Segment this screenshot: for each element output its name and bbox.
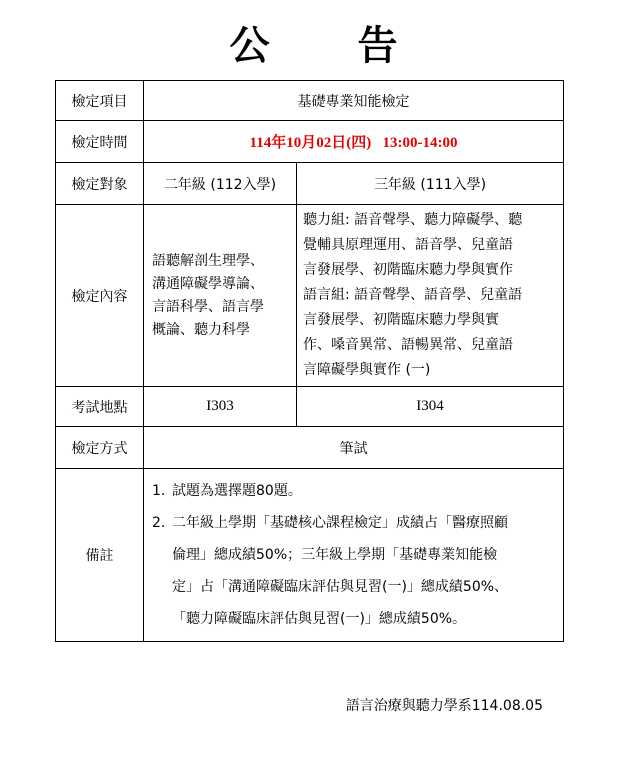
label-exam-content: 檢定內容 bbox=[56, 205, 144, 387]
label-exam-time: 檢定時間 bbox=[56, 121, 144, 163]
note-text-1: 試題為選擇題80題。 bbox=[172, 483, 302, 499]
value-content-grade3 bbox=[297, 205, 564, 387]
content-grade2-line: 語聽解剖生理學、 bbox=[152, 252, 264, 269]
row-exam-content bbox=[56, 205, 564, 387]
value-target-grade2: 二年級 (112入學) bbox=[144, 163, 297, 205]
value-location-grade3: I304 bbox=[297, 387, 564, 427]
title-char-2: 告 bbox=[357, 22, 398, 69]
content-grade2-line: 概論、聽力科學 bbox=[152, 321, 250, 338]
value-exam-method: 筆試 bbox=[144, 427, 564, 469]
page-title bbox=[0, 18, 627, 74]
note-item-2 bbox=[152, 507, 555, 539]
row-exam-target bbox=[56, 163, 564, 205]
label-exam-location: 考試地點 bbox=[56, 387, 144, 427]
note-number-1: 1. bbox=[152, 483, 166, 499]
department-signature: 語言治療與聽力學系114.08.05 bbox=[345, 698, 543, 714]
content-grade3-line: 聽力組: 語音聲學、聽力障礙學、聽 bbox=[303, 212, 523, 228]
content-grade3-line: 言發展學、初階臨床聽力學與實 bbox=[303, 312, 499, 328]
row-exam-method bbox=[56, 427, 564, 469]
note-text-2-line: 「聽力障礙臨床評估與見習(一)」總成績50%。 bbox=[172, 611, 467, 627]
note-item-1 bbox=[152, 475, 555, 507]
content-grade3-line: 言發展學、初階臨床聽力學與實作 bbox=[303, 262, 513, 278]
label-exam-method: 檢定方式 bbox=[56, 427, 144, 469]
content-grade3-line: 語言組: 語音聲學、語音學、兒童語 bbox=[303, 287, 523, 303]
title-char-1: 公 bbox=[229, 22, 270, 69]
note-text-2-line: 倫理」總成績50%；三年級上學期「基礎專業知能檢 bbox=[172, 547, 498, 563]
row-notes bbox=[56, 469, 564, 642]
value-content-grade2 bbox=[144, 205, 297, 387]
label-exam-item: 檢定項目 bbox=[56, 81, 144, 121]
row-exam-time bbox=[56, 121, 564, 163]
note-text-2-line: 二年級上學期「基礎核心課程檢定」成績占「醫療照顧 bbox=[172, 515, 508, 531]
notice-table bbox=[55, 80, 564, 642]
content-grade2-line: 言語科學、語言學 bbox=[152, 298, 264, 315]
label-notes: 備註 bbox=[56, 469, 144, 642]
note-number-2: 2. bbox=[152, 515, 166, 531]
content-grade3-line: 作、嗓音異常、語暢異常、兒童語 bbox=[303, 337, 513, 353]
row-exam-location bbox=[56, 387, 564, 427]
label-exam-target: 檢定對象 bbox=[56, 163, 144, 205]
row-exam-item bbox=[56, 81, 564, 121]
value-location-grade2: I303 bbox=[144, 387, 297, 427]
value-target-grade3: 三年級 (111入學) bbox=[297, 163, 564, 205]
content-grade3-line: 言障礙學與實作 (一) bbox=[303, 362, 431, 378]
note-text-2-line: 定」占「溝通障礙臨床評估與見習(一)」總成績50%、 bbox=[172, 579, 509, 595]
content-grade2-line: 溝通障礙學導論、 bbox=[152, 275, 264, 292]
value-notes bbox=[144, 469, 564, 642]
value-exam-time: 114年10月02日(四) 13:00-14:00 bbox=[144, 121, 564, 163]
value-exam-item: 基礎專業知能檢定 bbox=[144, 81, 564, 121]
content-grade3-line: 覺輔具原理運用、語音學、兒童語 bbox=[303, 237, 513, 253]
